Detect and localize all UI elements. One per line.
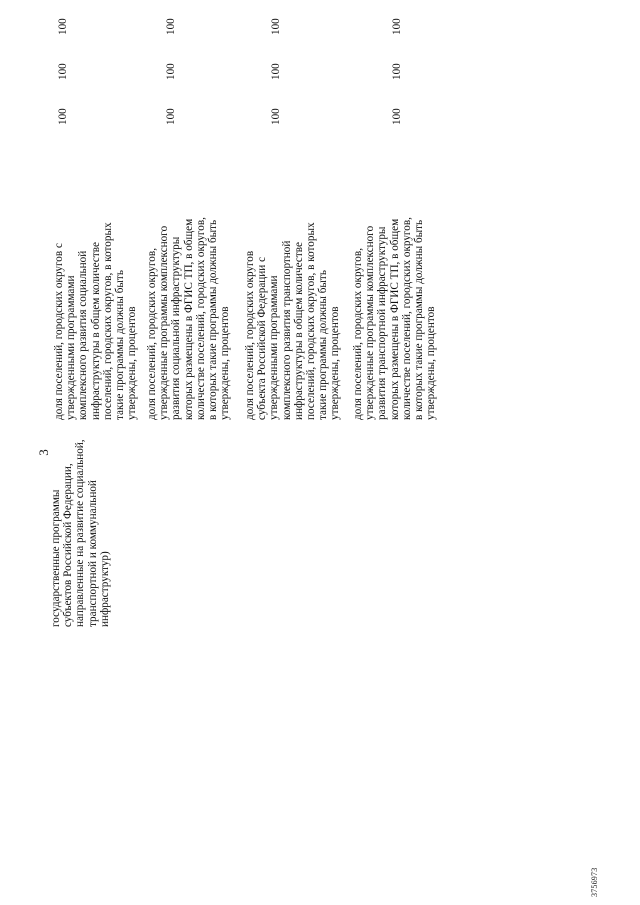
program-line: транспортной и коммунальной bbox=[86, 480, 99, 627]
value-cell: 100 bbox=[270, 108, 282, 125]
indicator-line: утверждены, процентов bbox=[329, 306, 342, 420]
indicator-line: такие программы должны быть bbox=[317, 270, 330, 420]
program-line: субъектов Российской Федерации, bbox=[62, 463, 75, 627]
value-cell: 100 bbox=[391, 108, 403, 125]
value-cell: 100 bbox=[391, 18, 403, 35]
indicator-text bbox=[244, 110, 342, 420]
indicator-line: количестве поселений, городских округов, bbox=[400, 217, 413, 420]
value-cell: 100 bbox=[391, 63, 403, 80]
value-cell: 100 bbox=[165, 63, 177, 80]
document-id: 3756973 bbox=[590, 867, 599, 897]
indicator-line: инфраструктуры в общем количестве bbox=[292, 242, 305, 420]
indicator-line: субъекта Российской Федерации с bbox=[256, 256, 269, 420]
value-cell: 100 bbox=[165, 108, 177, 125]
indicator-line: в которых такие программы должны быть bbox=[413, 219, 426, 420]
indicator-line: которых размещены в ФГИС ТП, в общем bbox=[182, 218, 195, 420]
value-cell: 100 bbox=[57, 63, 69, 80]
indicator-line: утвержденные программы комплексного bbox=[158, 225, 171, 420]
indicator-line: утверждены, процентов bbox=[425, 306, 438, 420]
indicator-line: количестве поселений, городских округов, bbox=[194, 217, 207, 420]
indicator-line: доля поселений, городских округов bbox=[244, 250, 256, 420]
indicator-line: комплексного развития социальной bbox=[77, 250, 90, 420]
indicator-text bbox=[352, 110, 437, 420]
indicator-line: которых размещены в ФГИС ТП, в общем bbox=[388, 218, 401, 420]
indicator-line: утвержденными программами bbox=[268, 275, 281, 420]
program-line: инфраструктур) bbox=[98, 551, 111, 627]
indicator-line: развития социальной инфраструктуры bbox=[170, 236, 183, 420]
value-cell: 100 bbox=[270, 18, 282, 35]
indicator-text bbox=[146, 110, 231, 420]
indicator-line: доля поселений, городских округов, bbox=[352, 248, 364, 420]
value-cell: 100 bbox=[270, 63, 282, 80]
indicator-line: такие программы должны быть bbox=[114, 270, 127, 420]
indicator-line: комплексного развития транспортной bbox=[280, 240, 293, 420]
indicator-line: в которых такие программы должны быть bbox=[207, 219, 220, 420]
indicator-line: поселений, городских округов, в которых bbox=[305, 222, 318, 420]
indicator-line: утверждены, процентов bbox=[126, 306, 139, 420]
page-number: 3 bbox=[36, 449, 51, 456]
value-cell: 100 bbox=[165, 18, 177, 35]
indicator-line: доля поселений, городских округов, bbox=[146, 248, 158, 420]
program-line: государственные программы bbox=[50, 489, 62, 627]
indicator-line: утвержденные программы комплексного bbox=[364, 225, 377, 420]
indicator-text bbox=[53, 110, 138, 420]
indicator-line: поселений, городских округов, в которых bbox=[101, 222, 114, 420]
program-line: направленные на развитие социальной, bbox=[74, 439, 87, 627]
indicator-line: развития транспортной инфраструктуры bbox=[376, 226, 389, 420]
indicator-line: утвержденными программами bbox=[65, 275, 78, 420]
value-cell: 100 bbox=[57, 108, 69, 125]
indicator-line: инфраструктуры в общем количестве bbox=[89, 242, 102, 420]
indicator-line: утверждены, процентов bbox=[219, 306, 232, 420]
value-cell: 100 bbox=[57, 18, 69, 35]
indicator-line: доля поселений, городских округов с bbox=[53, 243, 65, 420]
